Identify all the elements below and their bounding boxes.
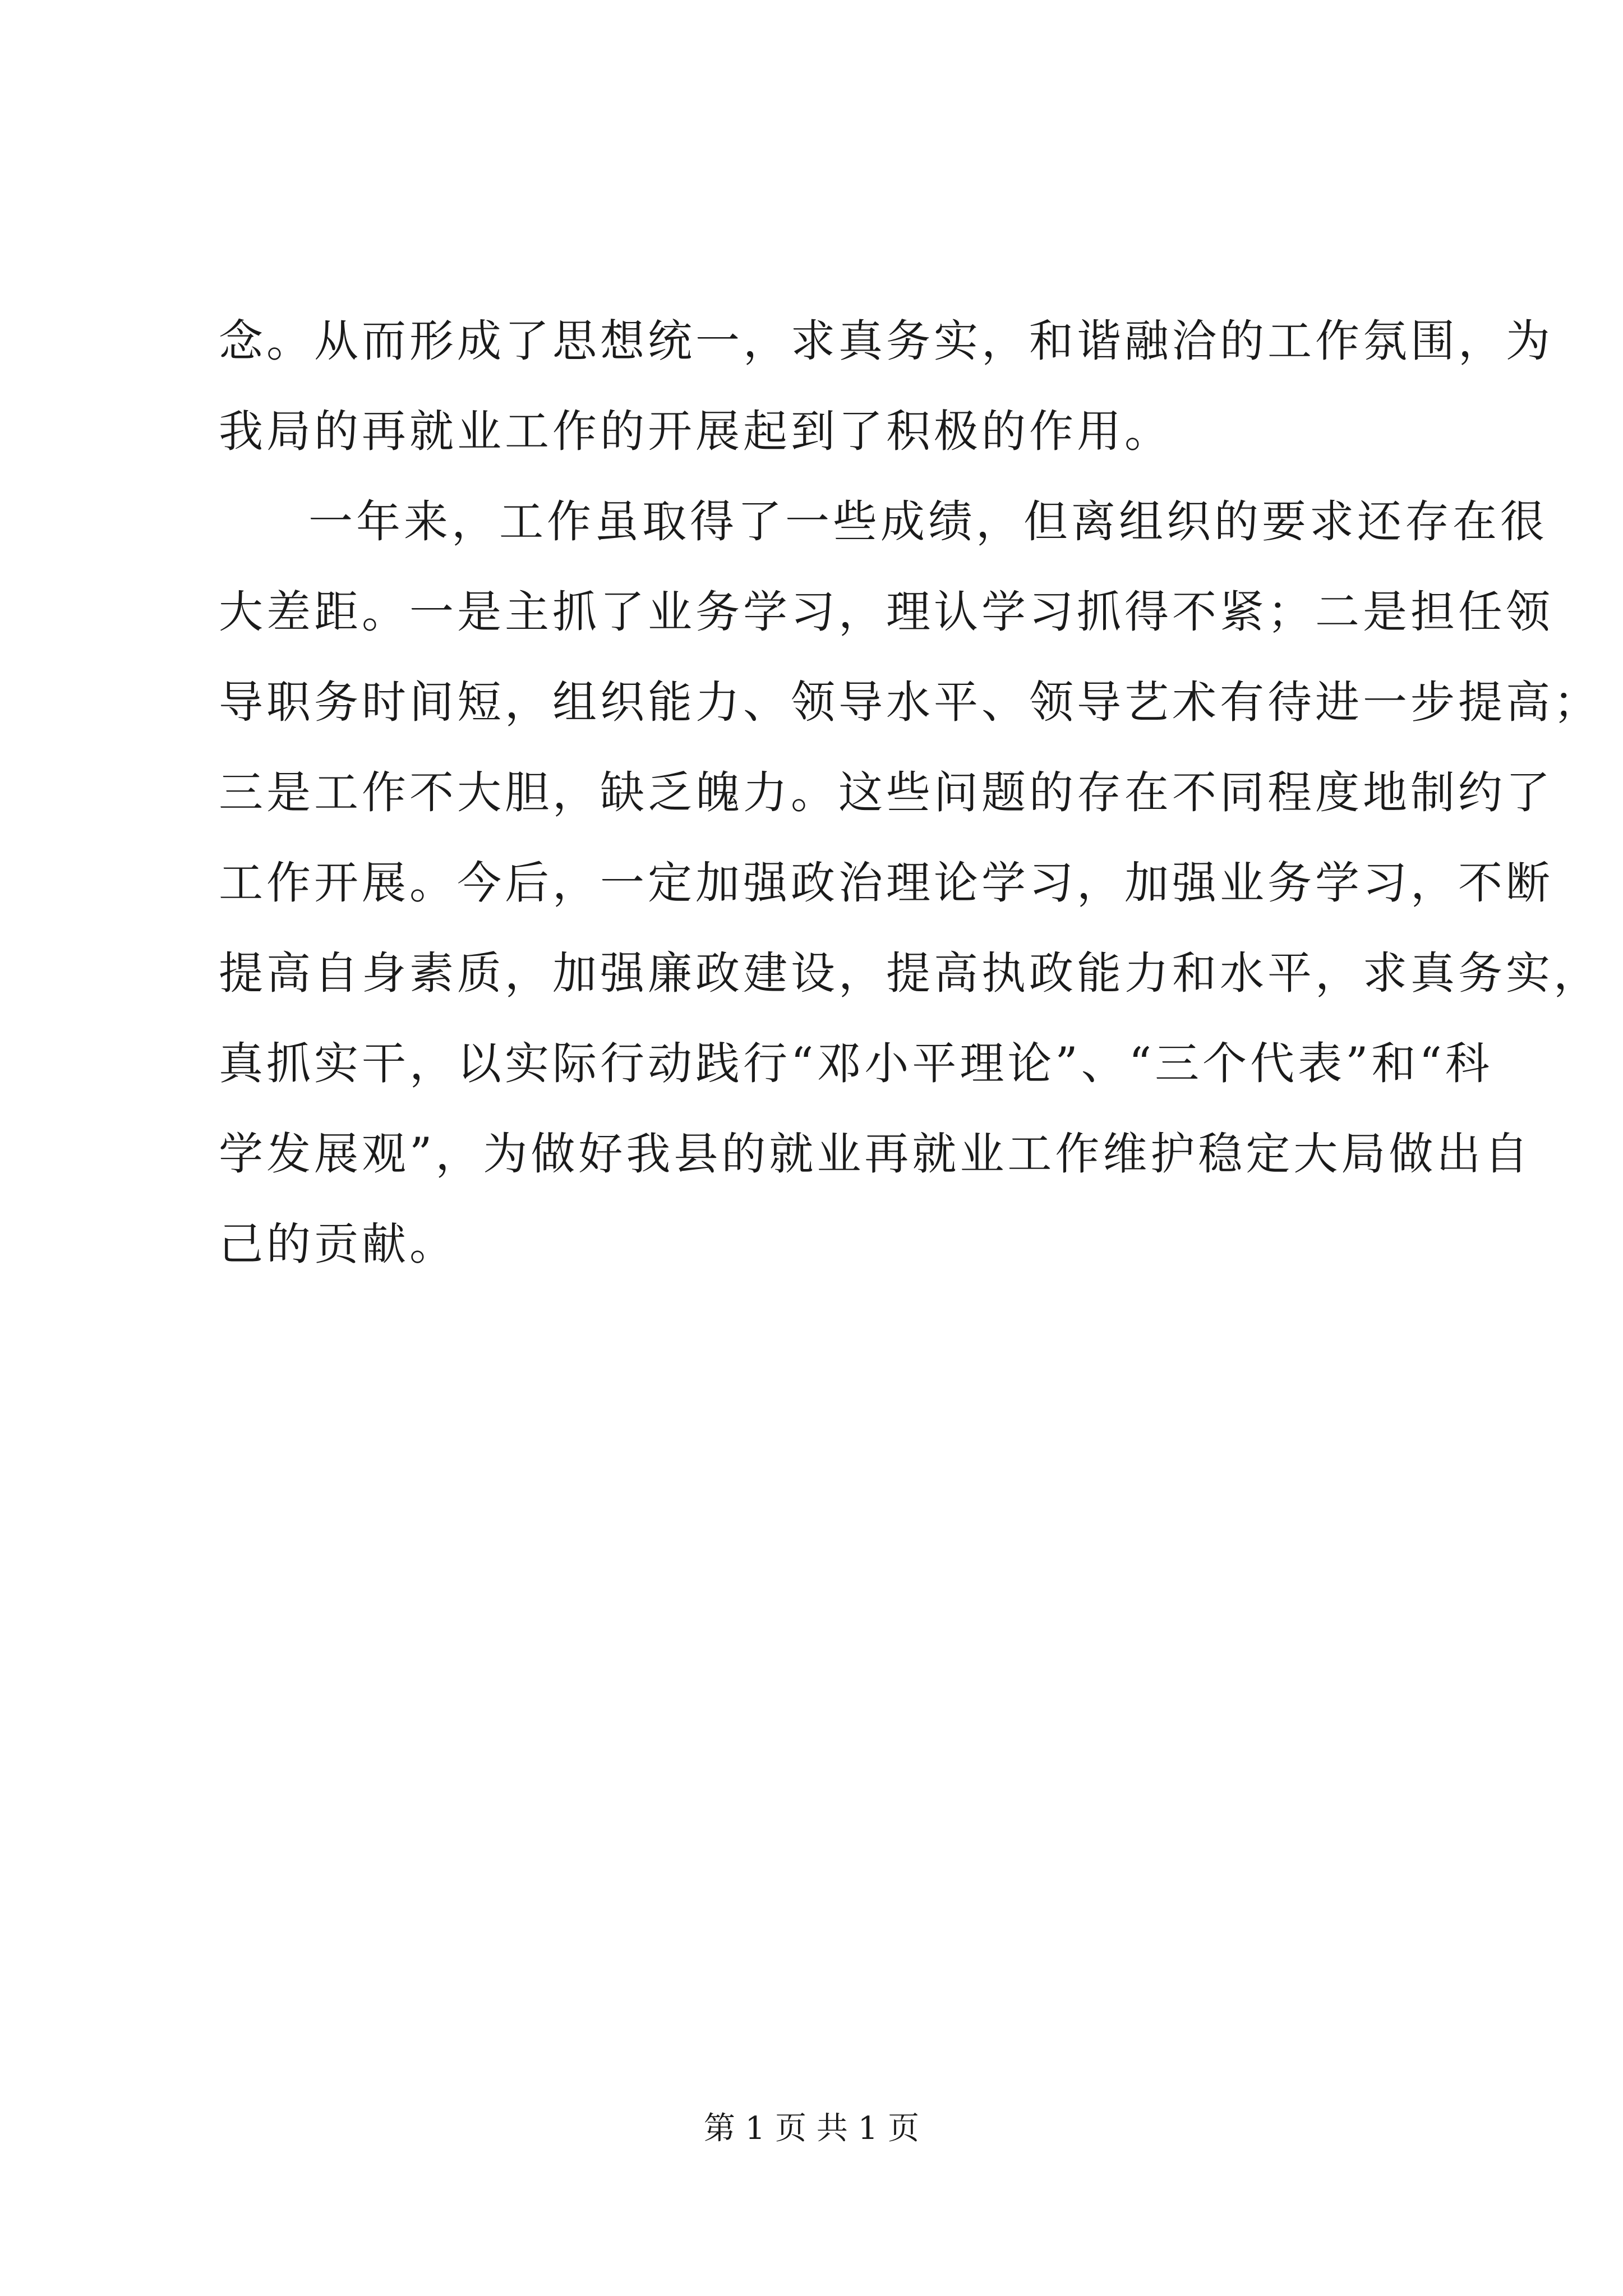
text-line: 真抓实干，以实际行动践行“邓小平理论”、“三个代表”和“科 bbox=[219, 1038, 1493, 1089]
text-line: 念。从而形成了思想统一，求真务实，和谐融洽的工作氛围，为 bbox=[219, 315, 1553, 367]
text-line: 己的贡献。 bbox=[219, 1218, 457, 1270]
text-line: 我局的再就业工作的开展起到了积极的作用。 bbox=[219, 406, 1172, 457]
page-number-footer: 第 1 页 共 1 页 bbox=[703, 2110, 920, 2147]
paragraph-first-line: 一年来，工作虽取得了一些成绩，但离组织的要求还存在很 bbox=[308, 496, 1548, 547]
text-line: 提高自身素质，加强廉政建设，提高执政能力和水平，求真务实， bbox=[219, 947, 1601, 999]
text-line: 学发展观”，为做好我县的就业再就业工作维护稳定大局做出自 bbox=[219, 1128, 1532, 1180]
text-line: 三是工作不大胆，缺乏魄力。这些问题的存在不同程度地制约了 bbox=[219, 767, 1553, 818]
document-body bbox=[219, 296, 1601, 1290]
text-line: 导职务时间短，组织能力、领导水平、领导艺术有待进一步提高； bbox=[219, 677, 1601, 728]
text-line: 工作开展。今后，一定加强政治理论学习，加强业务学习，不断 bbox=[219, 857, 1553, 909]
text-line: 大差距。一是主抓了业务学习，理认学习抓得不紧；二是担任领 bbox=[219, 586, 1553, 638]
